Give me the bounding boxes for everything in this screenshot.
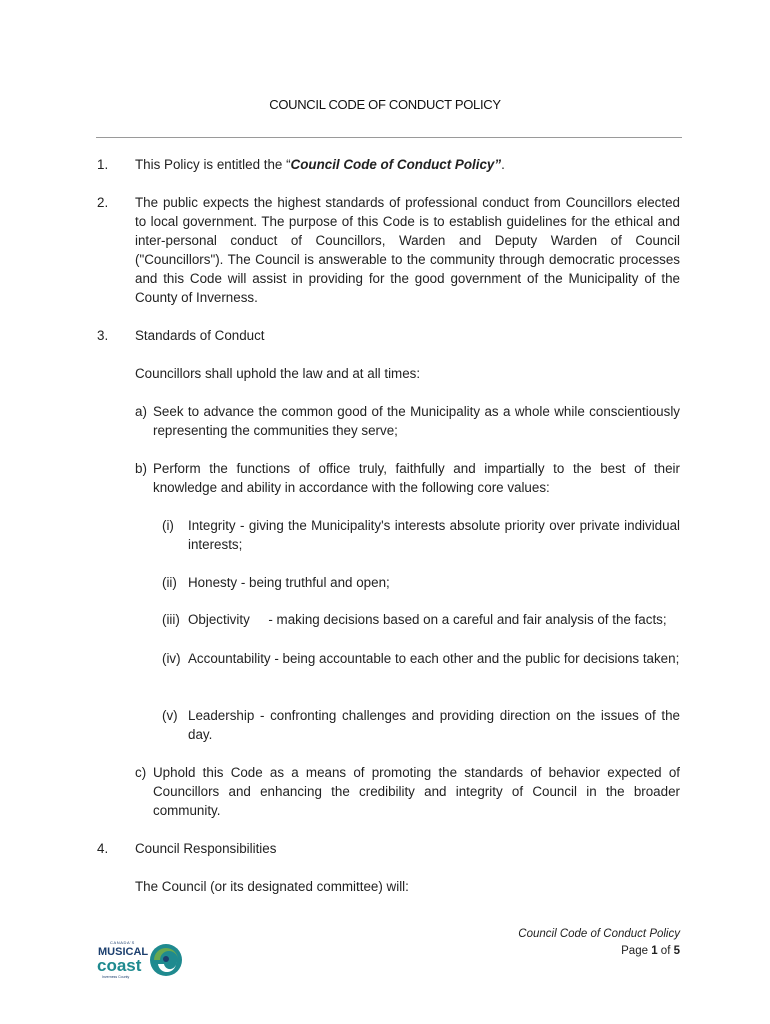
item-4-heading: Council Responsibilities: [135, 841, 277, 856]
item-2-number: 2.: [97, 195, 109, 210]
value-text: Accountability - being accountable to each other and the public for decisions taken;: [188, 651, 680, 666]
item-1-suffix: .: [501, 157, 505, 172]
clause-b-label: b): [135, 461, 147, 476]
value-label: (iv): [162, 651, 181, 666]
item-1-prefix: This Policy is entitled the “: [135, 157, 291, 172]
value-text: Honesty - being truthful and open;: [188, 575, 390, 590]
logo-word-coast: coast: [97, 956, 142, 975]
clause-a-text: Seek to advance the common good of the Municipality as a whole while conscientiously representing the communities they serve;: [153, 404, 680, 438]
item-4-intro: The Council (or its designated committee) will:: [135, 879, 409, 894]
value-label: (iii): [162, 612, 180, 627]
page-total: 5: [673, 945, 680, 957]
value-text: Integrity - giving the Municipality's interests absolute priority over private individual interests;: [188, 518, 680, 552]
clause-c-text: Uphold this Code as a means of promoting the standards of behavior expected of Councillors and enhancing the credibility and integrity of Council in the broader community.: [153, 765, 680, 818]
clause-c-label: c): [135, 765, 147, 780]
item-3-heading: Standards of Conduct: [135, 328, 265, 343]
logo-tagline: Inverness County: [102, 975, 130, 979]
item-3-intro: Councillors shall uphold the law and at all times:: [135, 366, 421, 381]
logo-word-musical: MUSICAL: [98, 946, 149, 958]
footer-page-number: [621, 945, 680, 957]
page-current: 1: [651, 945, 658, 957]
page-word: Page: [621, 945, 648, 957]
logo-top-text: CANADA'S: [110, 940, 135, 945]
item-1-number: 1.: [97, 157, 109, 172]
value-text: Objectivity - making decisions based on a careful and fair analysis of the facts;: [188, 612, 667, 627]
musical-coast-logo: [96, 938, 188, 980]
item-2-paragraph: The public expects the highest standards of professional conduct from Councillors elected to local government. The purpose of this Code is to establish guidelines for the ethical and inter-personal conduct of Councillors, Warden and Deputy Warden of Council ("Councillors"). The Council is answerable to the community through democratic processes and this Code will assist in providing for the good government of the Municipality of the County of Inverness.: [135, 195, 680, 305]
clause-a-label: a): [135, 404, 147, 419]
page-of: of: [660, 945, 671, 957]
value-label: (v): [162, 708, 178, 723]
item-1-policy-name: Council Code of Conduct Policy”: [290, 157, 502, 172]
value-text: Leadership - confronting challenges and providing direction on the issues of the day.: [188, 708, 680, 742]
logo-swirl-icon: [150, 944, 182, 976]
value-label: (i): [162, 518, 174, 533]
page-title: COUNCIL CODE OF CONDUCT POLICY: [269, 97, 501, 112]
item-3-number: 3.: [97, 328, 109, 343]
item-4-number: 4.: [97, 841, 109, 856]
title-divider: [96, 137, 682, 138]
clause-b-text: Perform the functions of office truly, faithfully and impartially to the best of their knowledge and ability in accordance with the following core values:: [153, 461, 680, 495]
value-label: (ii): [162, 575, 177, 590]
item-1-text: [135, 155, 680, 174]
footer-doc-title: Council Code of Conduct Policy: [518, 928, 680, 940]
